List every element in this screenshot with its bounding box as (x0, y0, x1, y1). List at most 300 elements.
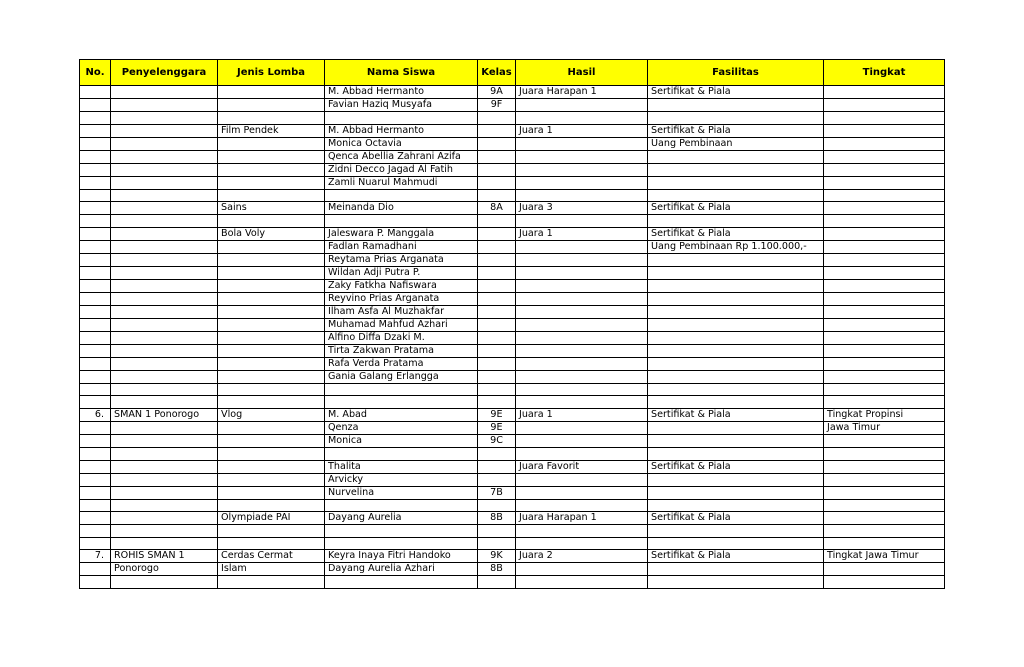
cell-fasilitas (648, 318, 824, 331)
cell-tingkat (824, 253, 945, 266)
table-row (80, 318, 945, 331)
cell-penyelenggara (111, 279, 218, 292)
cell-tingkat (824, 499, 945, 512)
table-row (80, 486, 945, 499)
cell-penyelenggara: SMAN 1 Ponorogo (111, 408, 218, 421)
cell-fasilitas (648, 370, 824, 383)
cell-no (80, 99, 111, 112)
cell-penyelenggara (111, 318, 218, 331)
cell-hasil (516, 383, 648, 396)
cell-fasilitas: Sertifikat & Piala (648, 512, 824, 525)
cell-nama-siswa (325, 447, 478, 460)
cell-penyelenggara (111, 150, 218, 163)
cell-kelas (478, 537, 516, 550)
cell-jenis-lomba (218, 331, 325, 344)
cell-penyelenggara (111, 253, 218, 266)
cell-jenis-lomba (218, 537, 325, 550)
cell-fasilitas: Sertifikat & Piala (648, 124, 824, 137)
table-row (80, 292, 945, 305)
cell-fasilitas (648, 253, 824, 266)
cell-kelas (478, 357, 516, 370)
cell-penyelenggara (111, 215, 218, 228)
cell-fasilitas (648, 383, 824, 396)
header-tingkat: Tingkat (824, 60, 945, 86)
header-nama-siswa: Nama Siswa (325, 60, 478, 86)
cell-nama-siswa: Favian Haziq Musyafa (325, 99, 478, 112)
cell-penyelenggara (111, 331, 218, 344)
cell-hasil (516, 499, 648, 512)
cell-tingkat: Tingkat Propinsi (824, 408, 945, 421)
cell-kelas (478, 499, 516, 512)
cell-tingkat (824, 279, 945, 292)
table-row (80, 499, 945, 512)
cell-fasilitas: Sertifikat & Piala (648, 550, 824, 563)
table-row (80, 421, 945, 434)
cell-kelas: 9E (478, 408, 516, 421)
cell-jenis-lomba (218, 112, 325, 125)
cell-tingkat (824, 331, 945, 344)
cell-penyelenggara (111, 240, 218, 253)
cell-no (80, 318, 111, 331)
cell-nama-siswa: Ilham Asfa Al Muzhakfar (325, 305, 478, 318)
cell-no (80, 176, 111, 189)
cell-nama-siswa: Monica Octavia (325, 137, 478, 150)
cell-jenis-lomba (218, 318, 325, 331)
cell-kelas (478, 331, 516, 344)
cell-kelas (478, 473, 516, 486)
cell-fasilitas (648, 99, 824, 112)
table-row (80, 473, 945, 486)
cell-no (80, 150, 111, 163)
cell-hasil (516, 150, 648, 163)
cell-hasil (516, 305, 648, 318)
cell-fasilitas (648, 357, 824, 370)
table-row (80, 331, 945, 344)
cell-nama-siswa (325, 383, 478, 396)
cell-fasilitas (648, 279, 824, 292)
cell-hasil: Juara 2 (516, 550, 648, 563)
cell-jenis-lomba (218, 215, 325, 228)
cell-tingkat (824, 189, 945, 202)
cell-penyelenggara (111, 499, 218, 512)
cell-hasil (516, 189, 648, 202)
cell-jenis-lomba (218, 370, 325, 383)
cell-penyelenggara (111, 202, 218, 215)
cell-hasil: Juara Harapan 1 (516, 86, 648, 99)
cell-jenis-lomba (218, 447, 325, 460)
cell-kelas: 9F (478, 99, 516, 112)
cell-hasil (516, 292, 648, 305)
cell-nama-siswa: Qenca Abellia Zahrani Azifa (325, 150, 478, 163)
cell-tingkat (824, 344, 945, 357)
cell-hasil: Juara 1 (516, 227, 648, 240)
cell-hasil (516, 473, 648, 486)
cell-nama-siswa: Nurvelina (325, 486, 478, 499)
cell-nama-siswa: Zidni Decco Jagad Al Fatih (325, 163, 478, 176)
cell-kelas (478, 305, 516, 318)
cell-nama-siswa (325, 215, 478, 228)
table-row (80, 434, 945, 447)
cell-jenis-lomba (218, 99, 325, 112)
cell-tingkat (824, 370, 945, 383)
cell-no (80, 512, 111, 525)
cell-jenis-lomba (218, 163, 325, 176)
cell-tingkat (824, 292, 945, 305)
cell-jenis-lomba: Cerdas Cermat (218, 550, 325, 563)
cell-no (80, 202, 111, 215)
cell-hasil (516, 447, 648, 460)
cell-fasilitas (648, 499, 824, 512)
cell-tingkat (824, 357, 945, 370)
cell-kelas (478, 279, 516, 292)
cell-fasilitas (648, 576, 824, 589)
table-row (80, 525, 945, 538)
table-row (80, 99, 945, 112)
cell-kelas: 8B (478, 512, 516, 525)
cell-jenis-lomba (218, 460, 325, 473)
cell-jenis-lomba (218, 137, 325, 150)
cell-penyelenggara (111, 576, 218, 589)
cell-tingkat (824, 86, 945, 99)
cell-jenis-lomba (218, 189, 325, 202)
cell-hasil (516, 563, 648, 576)
cell-no (80, 344, 111, 357)
cell-no (80, 215, 111, 228)
cell-nama-siswa: Reytama Prias Arganata (325, 253, 478, 266)
table-row (80, 396, 945, 409)
cell-tingkat (824, 486, 945, 499)
cell-tingkat (824, 383, 945, 396)
cell-kelas (478, 240, 516, 253)
cell-nama-siswa (325, 525, 478, 538)
cell-tingkat (824, 202, 945, 215)
cell-kelas (478, 318, 516, 331)
cell-fasilitas: Sertifikat & Piala (648, 202, 824, 215)
cell-jenis-lomba: Islam (218, 563, 325, 576)
cell-fasilitas (648, 176, 824, 189)
table-row (80, 124, 945, 137)
cell-kelas (478, 344, 516, 357)
cell-no: 7. (80, 550, 111, 563)
cell-nama-siswa (325, 537, 478, 550)
cell-kelas (478, 253, 516, 266)
cell-kelas (478, 576, 516, 589)
cell-penyelenggara (111, 344, 218, 357)
cell-fasilitas (648, 473, 824, 486)
table-row (80, 150, 945, 163)
cell-no (80, 563, 111, 576)
table-row (80, 305, 945, 318)
cell-penyelenggara (111, 305, 218, 318)
cell-tingkat (824, 563, 945, 576)
cell-no (80, 421, 111, 434)
cell-nama-siswa (325, 112, 478, 125)
cell-no (80, 499, 111, 512)
table-row (80, 344, 945, 357)
cell-fasilitas (648, 331, 824, 344)
cell-penyelenggara (111, 370, 218, 383)
table-row (80, 383, 945, 396)
cell-no (80, 396, 111, 409)
table-row (80, 176, 945, 189)
cell-hasil (516, 163, 648, 176)
cell-jenis-lomba (218, 357, 325, 370)
header-fasilitas: Fasilitas (648, 60, 824, 86)
cell-fasilitas (648, 525, 824, 538)
cell-no (80, 486, 111, 499)
table-row (80, 370, 945, 383)
cell-kelas: 9E (478, 421, 516, 434)
cell-hasil (516, 318, 648, 331)
cell-nama-siswa: Reyvino Prias Arganata (325, 292, 478, 305)
cell-tingkat (824, 137, 945, 150)
cell-no (80, 253, 111, 266)
table-body (80, 86, 945, 589)
table-row (80, 357, 945, 370)
cell-penyelenggara (111, 86, 218, 99)
cell-jenis-lomba: Film Pendek (218, 124, 325, 137)
cell-no (80, 331, 111, 344)
table-row (80, 240, 945, 253)
cell-penyelenggara: Ponorogo (111, 563, 218, 576)
competition-table (79, 59, 945, 589)
cell-tingkat (824, 473, 945, 486)
cell-jenis-lomba (218, 305, 325, 318)
cell-kelas: 8A (478, 202, 516, 215)
cell-tingkat (824, 227, 945, 240)
cell-kelas: 9K (478, 550, 516, 563)
table-row (80, 86, 945, 99)
cell-no (80, 292, 111, 305)
cell-tingkat (824, 512, 945, 525)
cell-fasilitas (648, 421, 824, 434)
cell-kelas (478, 112, 516, 125)
cell-nama-siswa (325, 189, 478, 202)
cell-no (80, 189, 111, 202)
cell-penyelenggara (111, 396, 218, 409)
header-hasil: Hasil (516, 60, 648, 86)
cell-nama-siswa: Alfino Diffa Dzaki M. (325, 331, 478, 344)
cell-penyelenggara (111, 473, 218, 486)
cell-fasilitas: Sertifikat & Piala (648, 227, 824, 240)
cell-jenis-lomba: Sains (218, 202, 325, 215)
cell-no (80, 537, 111, 550)
cell-no (80, 240, 111, 253)
cell-jenis-lomba (218, 253, 325, 266)
cell-no (80, 305, 111, 318)
cell-jenis-lomba (218, 383, 325, 396)
cell-hasil (516, 396, 648, 409)
cell-kelas (478, 163, 516, 176)
cell-penyelenggara: ROHIS SMAN 1 (111, 550, 218, 563)
cell-tingkat (824, 305, 945, 318)
cell-hasil (516, 266, 648, 279)
table-row (80, 576, 945, 589)
cell-kelas (478, 150, 516, 163)
cell-penyelenggara (111, 189, 218, 202)
cell-fasilitas: Uang Pembinaan (648, 137, 824, 150)
cell-tingkat: Tingkat Jawa Timur (824, 550, 945, 563)
cell-tingkat (824, 576, 945, 589)
cell-fasilitas: Sertifikat & Piala (648, 408, 824, 421)
cell-jenis-lomba: Vlog (218, 408, 325, 421)
cell-fasilitas (648, 112, 824, 125)
cell-kelas (478, 137, 516, 150)
cell-kelas: 7B (478, 486, 516, 499)
cell-hasil (516, 525, 648, 538)
cell-kelas (478, 189, 516, 202)
cell-hasil: Juara Harapan 1 (516, 512, 648, 525)
cell-hasil (516, 99, 648, 112)
cell-tingkat (824, 460, 945, 473)
cell-tingkat (824, 525, 945, 538)
cell-penyelenggara (111, 383, 218, 396)
cell-fasilitas (648, 344, 824, 357)
cell-no (80, 357, 111, 370)
cell-no (80, 163, 111, 176)
cell-no (80, 86, 111, 99)
cell-tingkat (824, 396, 945, 409)
cell-penyelenggara (111, 434, 218, 447)
cell-no (80, 447, 111, 460)
cell-hasil (516, 215, 648, 228)
table-row (80, 266, 945, 279)
cell-kelas (478, 370, 516, 383)
table-row (80, 253, 945, 266)
cell-no (80, 137, 111, 150)
header-row (80, 60, 945, 86)
cell-hasil: Juara 3 (516, 202, 648, 215)
cell-jenis-lomba (218, 266, 325, 279)
cell-no (80, 266, 111, 279)
cell-fasilitas (648, 447, 824, 460)
cell-no (80, 383, 111, 396)
cell-no (80, 576, 111, 589)
cell-jenis-lomba (218, 292, 325, 305)
cell-no (80, 473, 111, 486)
cell-kelas (478, 227, 516, 240)
cell-nama-siswa: Rafa Verda Pratama (325, 357, 478, 370)
table-row (80, 279, 945, 292)
cell-nama-siswa (325, 499, 478, 512)
cell-penyelenggara (111, 292, 218, 305)
cell-penyelenggara (111, 447, 218, 460)
table-row (80, 408, 945, 421)
cell-fasilitas (648, 189, 824, 202)
cell-hasil (516, 434, 648, 447)
cell-tingkat (824, 434, 945, 447)
cell-hasil: Juara 1 (516, 124, 648, 137)
cell-nama-siswa: Keyra Inaya Fitri Handoko (325, 550, 478, 563)
cell-nama-siswa: Meinanda Dio (325, 202, 478, 215)
cell-no (80, 434, 111, 447)
cell-tingkat (824, 163, 945, 176)
cell-penyelenggara (111, 227, 218, 240)
cell-fasilitas (648, 292, 824, 305)
cell-tingkat (824, 150, 945, 163)
cell-tingkat: Jawa Timur (824, 421, 945, 434)
cell-nama-siswa (325, 396, 478, 409)
cell-no (80, 112, 111, 125)
cell-kelas (478, 124, 516, 137)
table-row (80, 460, 945, 473)
cell-jenis-lomba: Olympiade PAI (218, 512, 325, 525)
cell-no (80, 460, 111, 473)
table-row (80, 189, 945, 202)
table-row (80, 215, 945, 228)
table-row (80, 163, 945, 176)
cell-tingkat (824, 537, 945, 550)
table-row (80, 550, 945, 563)
cell-fasilitas (648, 434, 824, 447)
cell-penyelenggara (111, 163, 218, 176)
cell-hasil (516, 576, 648, 589)
cell-tingkat (824, 215, 945, 228)
cell-fasilitas (648, 486, 824, 499)
cell-hasil (516, 537, 648, 550)
cell-nama-siswa: M. Abbad Hermanto (325, 124, 478, 137)
cell-nama-siswa: M. Abad (325, 408, 478, 421)
cell-penyelenggara (111, 460, 218, 473)
cell-fasilitas: Sertifikat & Piala (648, 460, 824, 473)
cell-tingkat (824, 447, 945, 460)
cell-jenis-lomba (218, 86, 325, 99)
table-row (80, 202, 945, 215)
cell-fasilitas (648, 150, 824, 163)
cell-penyelenggara (111, 525, 218, 538)
cell-tingkat (824, 266, 945, 279)
cell-fasilitas (648, 266, 824, 279)
cell-kelas (478, 396, 516, 409)
cell-tingkat (824, 112, 945, 125)
cell-jenis-lomba (218, 576, 325, 589)
cell-hasil (516, 253, 648, 266)
cell-hasil (516, 344, 648, 357)
cell-kelas: 9A (478, 86, 516, 99)
cell-kelas (478, 266, 516, 279)
cell-penyelenggara (111, 99, 218, 112)
cell-kelas (478, 447, 516, 460)
cell-penyelenggara (111, 124, 218, 137)
header-no: No. (80, 60, 111, 86)
cell-kelas: 9C (478, 434, 516, 447)
cell-tingkat (824, 318, 945, 331)
cell-hasil (516, 279, 648, 292)
cell-fasilitas: Uang Pembinaan Rp 1.100.000,- (648, 240, 824, 253)
cell-jenis-lomba (218, 240, 325, 253)
cell-nama-siswa: Gania Galang Erlangga (325, 370, 478, 383)
cell-jenis-lomba: Bola Voly (218, 227, 325, 240)
cell-nama-siswa: Zamli Nuarul Mahmudi (325, 176, 478, 189)
cell-hasil (516, 486, 648, 499)
cell-fasilitas (648, 563, 824, 576)
cell-penyelenggara (111, 537, 218, 550)
cell-nama-siswa: Qenza (325, 421, 478, 434)
cell-jenis-lomba (218, 499, 325, 512)
cell-jenis-lomba (218, 150, 325, 163)
cell-nama-siswa: Zaky Fatkha Nafiswara (325, 279, 478, 292)
cell-nama-siswa: Jaleswara P. Manggala (325, 227, 478, 240)
cell-hasil: Juara 1 (516, 408, 648, 421)
header-jenis-lomba: Jenis Lomba (218, 60, 325, 86)
cell-kelas (478, 460, 516, 473)
cell-kelas (478, 292, 516, 305)
table-row (80, 537, 945, 550)
cell-nama-siswa: Arvicky (325, 473, 478, 486)
cell-nama-siswa: Fadlan Ramadhani (325, 240, 478, 253)
cell-jenis-lomba (218, 434, 325, 447)
cell-nama-siswa: Thalita (325, 460, 478, 473)
